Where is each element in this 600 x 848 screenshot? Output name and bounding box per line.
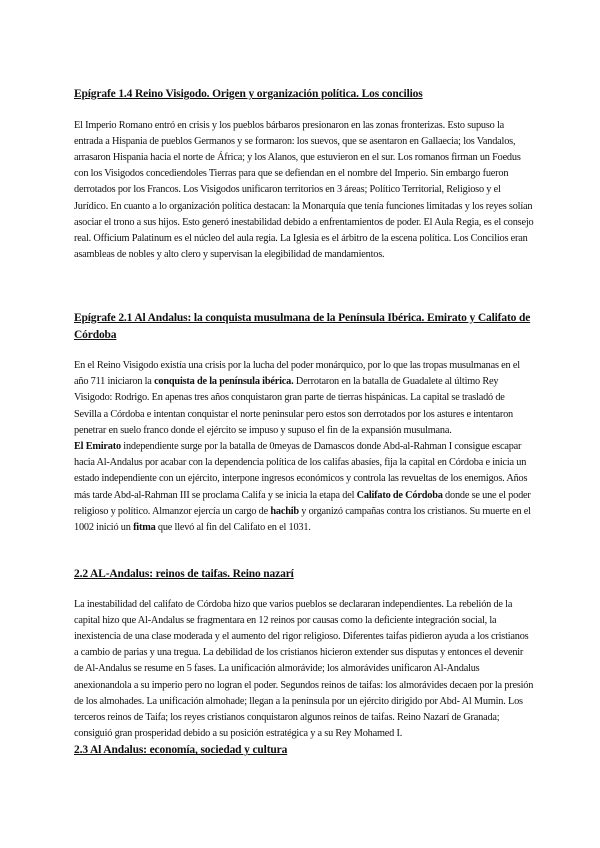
text-run: Derrotaron en la batalla de Guadalete al último Rey Visigodo: Rodrigo. En apenas tres años conquistaron gran parte de tierras hispánicas. La capital se trasladó de Sevilla a Córdoba e intentan conquistar el norte peninsular pero estos son derrotados por los astures e intentaron penetrar en suelo franco donde el ejército se impuso y supuso el fin de la expansión musulmana.: [74, 376, 514, 436]
bold-term: Califato de Córdoba: [356, 489, 443, 501]
section-heading: 2.2 AL-Andalus: reinos de taifas. Reino nazarí: [74, 568, 294, 580]
section-al-andalus-conquista: [74, 310, 534, 536]
paragraph: [74, 439, 534, 536]
bold-term: conquista de la península ibérica.: [154, 376, 294, 388]
paragraph: [74, 118, 534, 264]
text-run: En el Reino Visigodo existía una crisis por la lucha del poder monárquico, por lo que las tropas musulmanas en el año 711 iniciaron la: [74, 360, 520, 388]
section-visigodo: [74, 86, 534, 263]
paragraph: [74, 358, 534, 439]
bold-term: El Emirato: [74, 441, 121, 453]
section-heading: Epígrafe 2.1 Al Andalus: la conquista musulmana de la Península Ibérica. Emirato y Califato de Córdoba: [74, 312, 531, 341]
text-run: que llevó al fin del Califato en el 1031.: [155, 522, 311, 534]
paragraph: [74, 597, 534, 743]
text-run: La inestabilidad del califato de Córdoba hizo que varios pueblos se declararan independientes. La rebelión de la capital hizo que Al-Andalus se fragmentara en 12 reinos por causas como la deficiente integración social, la inexistencia de una clase moderada y el aumento del rigor religioso. Diferentes taifas pidieron ayuda a los cristianos a cambio de parias y una tregua. La debilidad de los cristianos hicieron extender sus disputas y entonces el devenir de Al-Andalus se resume en 5 fases. La unificación almorávide; los almorávides unificaron Al-Andalus anexionandola a su imperio pero no logran el poder. Segundos reinos de taifas: los almorávides decaen por la presión de los almohades. La unificación almohade; llegan a la península por un ejército dirigido por Abd- Al Mumin. Los terceros reinos de Taifa; los reyes cristianos conquistaron algunos reinos de taifas. Reino Nazarí de Granada; consiguió gran prosperidad debido a su posición estratégica y a su Rey Mohamed I.: [74, 598, 534, 740]
text-run: El Imperio Romano entró en crisis y los pueblos bárbaros presionaron en las zonas fronterizas. Esto supuso la entrada a Hispania de pueblos Germanos y se formaron: los suevos, que se asentaron en Gallaecia; los Vandalos, arrasaron Hispania hacia el norte de África; y los Alanos, que estuvieron en el sur. Los romanos firman un Foedus con los Visigodos concediendoles Tierras para que se defiendan en el nombre del Imperio. Sin embargo fueron derrotados por los Francos. Los Visigodos unificaron territorios en 3 áreas; Político Territorial, Religioso y el Jurídico. En cuanto a lo organización política destacan: la Monarquía que tenía funciones limitadas y los reyes solían asociar el trono a sus hijos. Esto generó inestabilidad debido a enfrentamientos de poder. El Aula Regia, es el consejo real. Officium Palatinum es el núcleo del aula regia. La Iglesia es el árbitro de la escena política. Los Concilios eran asambleas de nobles y alto clero y supervisan la elegibilidad de mandamientos.: [74, 119, 534, 261]
text-run: donde se une el poder religioso y político. Almanzor ejercía un cargo de: [74, 489, 531, 517]
section-heading: 2.3 Al Andalus: economía, sociedad y cultura: [74, 744, 288, 757]
section-taifas: [74, 566, 534, 759]
text-run: y organizó campañas contra los cristianos. Su muerte en el 1002 inició un: [74, 505, 531, 534]
text-run: independiente surge por la batalla de 0meyas de Damascos donde Abd-al-Rahman I consigue escapar hacia Al-Andalus por acabar con la dependencia política de los califas abasíes, fija la capital en Córdoba e inicia un estado independiente con un ejército, interpone ingresos económicos y controla las revueltas de los enemigos. Años más tarde Abd-al-Rahman III se proclama Califa y se inicia la etapa del: [74, 441, 528, 501]
bold-term: hachib: [270, 505, 299, 517]
section-heading: Epígrafe 1.4 Reino Visigodo. Origen y organización política. Los concilios: [74, 88, 423, 100]
bold-term: fitma: [133, 522, 156, 534]
